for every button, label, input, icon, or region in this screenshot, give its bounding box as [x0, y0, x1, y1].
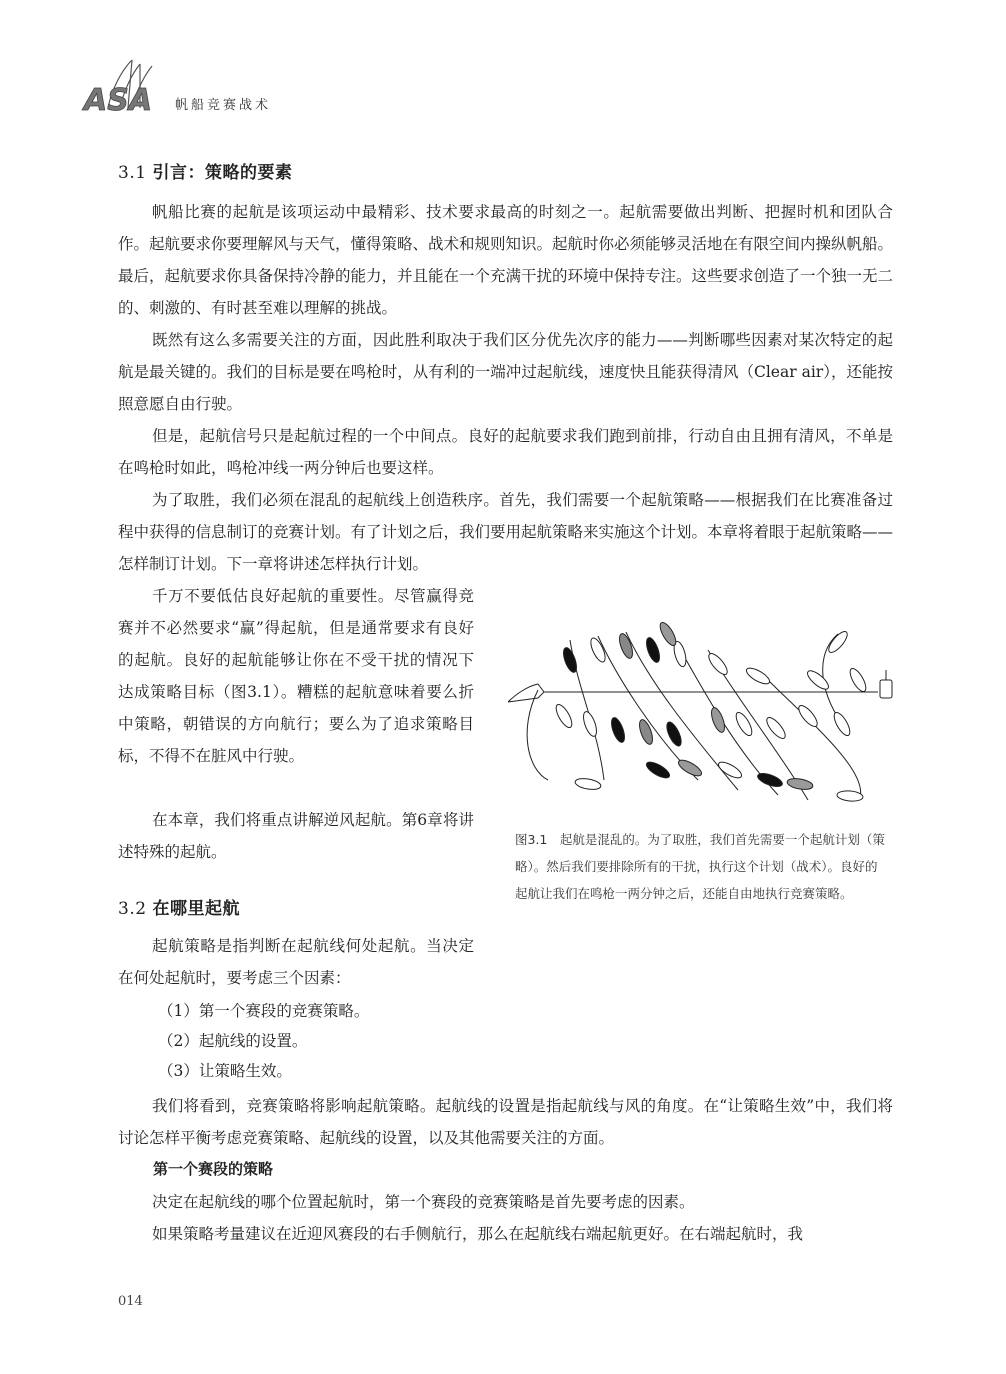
- paragraph-6: 在本章，我们将重点讲解逆风起航。第6章将讲述特殊的起航。: [118, 811, 474, 861]
- sub-paragraph-1: 决定在起航线的哪个位置起航时，第一个赛段的竞赛策略是首先要考虑的因素。: [152, 1193, 695, 1211]
- figure-caption: 图3.1 起航是混乱的。为了取胜，我们首先需要一个起航计划（策略）。然后我们要排除所有的干扰，执行这个计划（战术）。良好的起航让我们在鸣枪一两分钟之后，还能自由地执行竞赛策略。: [515, 832, 885, 901]
- list-item: （1）第一个赛段的竞赛策略。: [158, 1002, 370, 1020]
- sub-paragraph-2: 如果策略考量建议在近迎风赛段的右手侧航行，那么在起航线右端起航更好。在右端起航时，我: [152, 1225, 804, 1243]
- section-3-2-heading: [118, 894, 240, 919]
- committee-boat: [508, 684, 544, 702]
- section-title: 在哪里起航: [152, 899, 241, 919]
- page-number: 014: [118, 1294, 143, 1309]
- subheading-first-leg: 第一个赛段的策略: [153, 1160, 274, 1178]
- paragraph-4: 为了取胜，我们必须在混乱的起航线上创造秩序。首先，我们需要一个起航策略——根据我们在比赛准备过程中获得的信息制订的竞赛计划。有了计划之后，我们要用起航策略来实施这个计划。本章将着眼于起航策略——怎样制订计划。下一章将讲述怎样执行计划。: [118, 491, 894, 573]
- paragraph-5: 千万不要低估良好起航的重要性。尽管赢得竞赛并不必然要求“赢”得起航，但是通常要求有良好的起航。良好的起航能够让你在不受干扰的情况下达成策略目标（图3.1）。糟糕的起航意味着要么折中策略，朝错误的方向航行；要么为了追求策略目标，不得不在脏风中行驶。: [118, 587, 474, 765]
- section-number: 3.2: [118, 899, 147, 919]
- list-item: （3）让策略生效。: [158, 1062, 292, 1080]
- section-number: 3.1: [118, 163, 147, 183]
- section-title: 引言：策略的要素: [152, 163, 293, 183]
- running-header: [70, 58, 370, 120]
- section-3-2-intro: 起航策略是指判断在起航线何处起航。当决定在何处起航时，要考虑三个因素：: [118, 937, 474, 987]
- start-line-illustration: [508, 620, 900, 810]
- paragraph-1: 帆船比赛的起航是该项运动中最精彩、技术要求最高的时刻之一。起航需要做出判断、把握时机和团队合作。起航要求你要理解风与天气，懂得策略、战术和规则知识。起航时你必须能够灵活地在有限空间内操纵帆船。最后，起航要求你具备保持冷静的能力，并且能在一个充满干扰的环境中保持专注。这些要求创造了一个独一无二的、刺激的、有时甚至难以理解的挑战。: [118, 203, 894, 317]
- paragraph-after-list: 我们将看到，竞赛策略将影响起航策略。起航线的设置是指起航线与风的角度。在“让策略生效”中，我们将讨论怎样平衡考虑竞赛策略、起航线的设置，以及其他需要关注的方面。: [118, 1097, 893, 1147]
- section-3-1-heading: [118, 158, 293, 183]
- paragraph-3: 但是，起航信号只是起航过程的一个中间点。良好的起航要求我们跑到前排，行动自由且拥有清风，不单是在鸣枪时如此，鸣枪冲线一两分钟后也要这样。: [118, 427, 893, 477]
- paragraph-2: 既然有这么多需要关注的方面，因此胜利取决于我们区分优先次序的能力——判断哪些因素对某次特定的起航是最关键的。我们的目标是要在鸣枪时，从有利的一端冲过起航线，速度快且能获得清风（Clear air），还能按照意愿自由行驶。: [118, 331, 893, 413]
- logo-text: ASA: [84, 83, 153, 118]
- book-title: 帆船竞赛战术: [175, 98, 272, 113]
- list-item: （2）起航线的设置。: [158, 1032, 308, 1050]
- pin-mark: [880, 670, 892, 698]
- asa-logo: [70, 58, 180, 120]
